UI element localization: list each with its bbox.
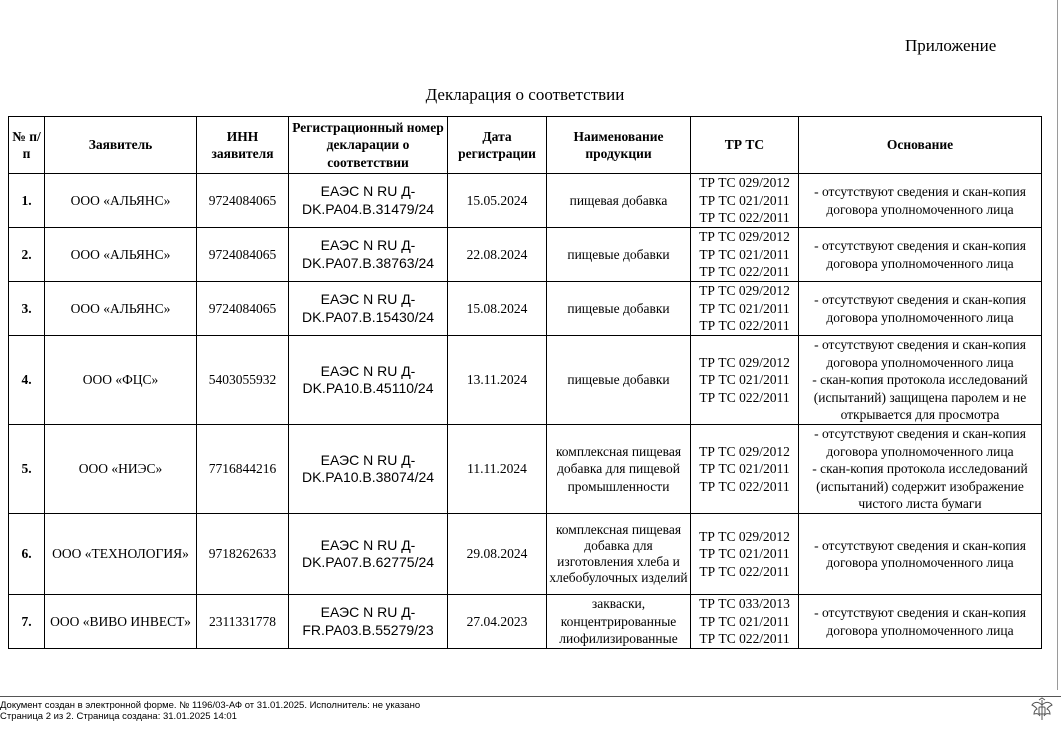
tr-ts-item: ТР ТС 029/2012 — [699, 528, 790, 544]
tr-ts-item: ТР ТС 021/2011 — [699, 372, 790, 388]
table-row — [9, 282, 1042, 336]
tr-ts-item: ТР ТС 022/2011 — [699, 563, 790, 579]
applicant-cell: ООО «АЛЬЯНС» — [45, 282, 197, 336]
basis-item: - скан-копия протокола исследований (испытаний) защищена паролем и не открывается для просмотра — [812, 372, 1028, 423]
inn-cell: 9724084065 — [197, 174, 289, 228]
table-row — [9, 595, 1042, 649]
header-cell-reg-number: Регистрационный номер декларации о соответствии — [289, 117, 448, 174]
tr-ts-item: ТР ТС 021/2011 — [699, 613, 790, 629]
basis-cell — [799, 514, 1042, 595]
tr-ts-item: ТР ТС 022/2011 — [699, 210, 790, 226]
table-row — [9, 228, 1042, 282]
header-cell-product: Наименование продукции — [547, 117, 691, 174]
date-cell: 15.05.2024 — [448, 174, 547, 228]
inn-cell: 9724084065 — [197, 228, 289, 282]
tr-ts-cell — [691, 595, 799, 649]
applicant-cell: ООО «ВИВО ИНВЕСТ» — [45, 595, 197, 649]
reg-number-cell: ЕАЭС N RU Д-DK.PA07.B.38763/24 — [289, 228, 448, 282]
table-row — [9, 336, 1042, 425]
tr-ts-cell — [691, 174, 799, 228]
tr-ts-item: ТР ТС 021/2011 — [699, 246, 790, 262]
applicant-cell: ООО «ТЕХНОЛОГИЯ» — [45, 514, 197, 595]
tr-ts-item: ТР ТС 021/2011 — [699, 461, 790, 477]
reg-number-cell: ЕАЭС N RU Д-FR.PA03.B.55279/23 — [289, 595, 448, 649]
footer-divider — [0, 696, 1061, 697]
tr-ts-cell — [691, 228, 799, 282]
date-cell: 11.11.2024 — [448, 425, 547, 514]
basis-item: - отсутствуют сведения и скан-копия договора уполномоченного лица — [814, 537, 1026, 570]
date-cell: 15.08.2024 — [448, 282, 547, 336]
applicant-cell: ООО «АЛЬЯНС» — [45, 228, 197, 282]
appendix-label: Приложение — [905, 36, 997, 55]
date-cell: 27.04.2023 — [448, 595, 547, 649]
tr-ts-cell — [691, 514, 799, 595]
tr-ts-cell — [691, 282, 799, 336]
date-cell: 22.08.2024 — [448, 228, 547, 282]
row-number: 1. — [9, 174, 45, 228]
basis-cell — [799, 425, 1042, 514]
tr-ts-item: ТР ТС 022/2011 — [699, 389, 790, 405]
table-row — [9, 514, 1042, 595]
basis-item: - отсутствуют сведения и скан-копия договора уполномоченного лица — [814, 292, 1026, 325]
footer-line-page: Страница 2 из 2. Страница создана: 31.01.2025 14:01 — [0, 711, 237, 722]
header-cell-num: № п/п — [9, 117, 45, 174]
product-cell: пищевая добавка — [547, 174, 691, 228]
row-number: 5. — [9, 425, 45, 514]
tr-ts-item: ТР ТС 029/2012 — [699, 443, 790, 459]
tr-ts-item: ТР ТС 022/2011 — [699, 318, 790, 334]
basis-item: - отсутствуют сведения и скан-копия договора уполномоченного лица — [814, 426, 1026, 459]
header-cell-date: Дата регистрации — [448, 117, 547, 174]
table-header-row — [9, 117, 1042, 174]
tr-ts-item: ТР ТС 022/2011 — [699, 631, 790, 647]
table-row — [9, 425, 1042, 514]
basis-item: - отсутствуют сведения и скан-копия договора уполномоченного лица — [814, 337, 1026, 370]
basis-item: - отсутствуют сведения и скан-копия договора уполномоченного лица — [814, 605, 1026, 638]
footer-line-document: Документ создан в электронной форме. № 1196/03-АФ от 31.01.2025. Исполнитель: не указано — [0, 700, 421, 711]
date-cell: 13.11.2024 — [448, 336, 547, 425]
product-cell: комплексная пищевая добавка для изготовления хлеба и хлебобулочных изделий — [547, 514, 691, 595]
tr-ts-item: ТР ТС 029/2012 — [699, 354, 790, 370]
date-cell: 29.08.2024 — [448, 514, 547, 595]
tr-ts-item: ТР ТС 029/2012 — [699, 229, 790, 245]
product-cell: пищевые добавки — [547, 336, 691, 425]
page-edge-rule — [1057, 0, 1058, 690]
reg-number-cell: ЕАЭС N RU Д-DK.PA07.B.15430/24 — [289, 282, 448, 336]
tr-ts-item: ТР ТС 022/2011 — [699, 264, 790, 280]
tr-ts-item: ТР ТС 033/2013 — [699, 596, 790, 612]
document-title: Декларация о соответствии — [425, 85, 625, 104]
basis-cell — [799, 595, 1042, 649]
header-cell-basis: Основание — [799, 117, 1042, 174]
basis-cell — [799, 174, 1042, 228]
reg-number-cell: ЕАЭС N RU Д-DK.PA04.B.31479/24 — [289, 174, 448, 228]
row-number: 7. — [9, 595, 45, 649]
tr-ts-item: ТР ТС 021/2011 — [699, 300, 790, 316]
product-cell: пищевые добавки — [547, 228, 691, 282]
tr-ts-cell — [691, 336, 799, 425]
row-number: 4. — [9, 336, 45, 425]
reg-number-cell: ЕАЭС N RU Д-DK.PA07.B.62775/24 — [289, 514, 448, 595]
inn-cell: 2311331778 — [197, 595, 289, 649]
inn-cell: 9718262633 — [197, 514, 289, 595]
inn-cell: 9724084065 — [197, 282, 289, 336]
declarations-table — [8, 116, 1042, 649]
header-cell-applicant: Заявитель — [45, 117, 197, 174]
footer — [0, 700, 420, 722]
product-cell: комплексная пищевая добавка для пищевой промышленности — [547, 425, 691, 514]
row-number: 3. — [9, 282, 45, 336]
tr-ts-item: ТР ТС 022/2011 — [699, 478, 790, 494]
table-row — [9, 174, 1042, 228]
row-number: 2. — [9, 228, 45, 282]
coat-of-arms-icon — [1030, 697, 1054, 723]
tr-ts-item: ТР ТС 029/2012 — [699, 283, 790, 299]
product-cell: закваски, концентрированные лиофилизированные — [547, 595, 691, 649]
header-cell-tr-ts: ТР ТС — [691, 117, 799, 174]
row-number: 6. — [9, 514, 45, 595]
tr-ts-item: ТР ТС 021/2011 — [699, 546, 790, 562]
tr-ts-item: ТР ТС 021/2011 — [699, 192, 790, 208]
reg-number-cell: ЕАЭС N RU Д-DK.PA10.B.45110/24 — [289, 336, 448, 425]
basis-cell — [799, 336, 1042, 425]
applicant-cell: ООО «АЛЬЯНС» — [45, 174, 197, 228]
header-cell-inn: ИНН заявителя — [197, 117, 289, 174]
tr-ts-item: ТР ТС 029/2012 — [699, 175, 790, 191]
inn-cell: 5403055932 — [197, 336, 289, 425]
basis-cell — [799, 228, 1042, 282]
applicant-cell: ООО «ФЦС» — [45, 336, 197, 425]
basis-item: - скан-копия протокола исследований (испытаний) содержит изображение чистого листа бумаги — [812, 461, 1028, 512]
product-cell: пищевые добавки — [547, 282, 691, 336]
basis-item: - отсутствуют сведения и скан-копия договора уполномоченного лица — [814, 238, 1026, 271]
applicant-cell: ООО «НИЭС» — [45, 425, 197, 514]
tr-ts-cell — [691, 425, 799, 514]
reg-number-cell: ЕАЭС N RU Д-DK.PA10.B.38074/24 — [289, 425, 448, 514]
basis-cell — [799, 282, 1042, 336]
basis-item: - отсутствуют сведения и скан-копия договора уполномоченного лица — [814, 184, 1026, 217]
inn-cell: 7716844216 — [197, 425, 289, 514]
